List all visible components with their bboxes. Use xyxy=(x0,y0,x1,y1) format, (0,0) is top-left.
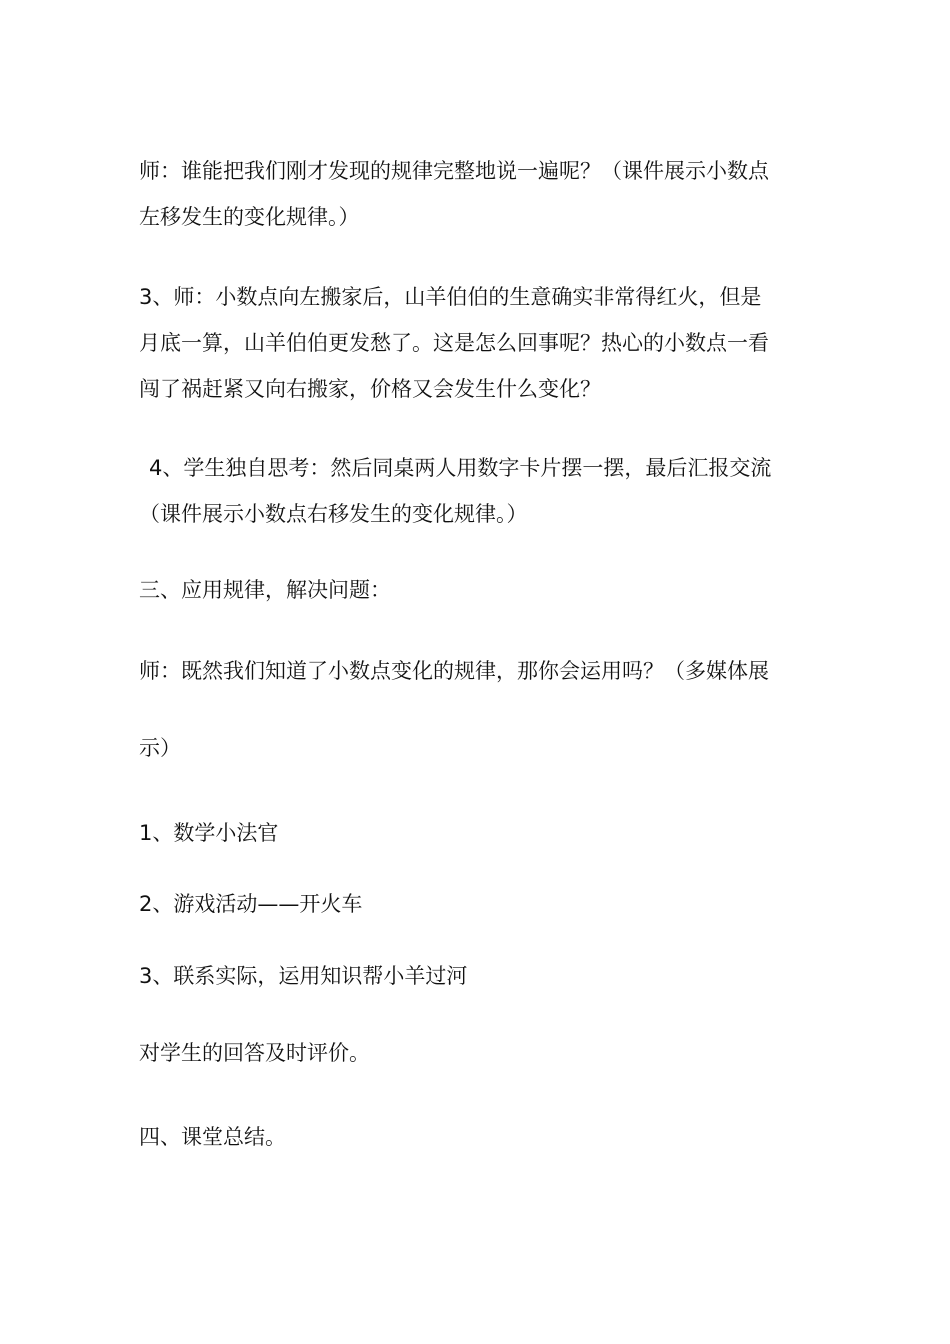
text-line: 3、师：小数点向左搬家后，山羊伯伯的生意确实非常得红火，但是 xyxy=(139,285,762,309)
paragraph-teacher-question xyxy=(139,148,819,240)
text-line: 三、应用规律，解决问题： xyxy=(139,578,391,602)
paragraph-evaluation xyxy=(139,1030,819,1076)
text-line: 月底一算，山羊伯伯更发愁了。这是怎么回事呢？热心的小数点一看 xyxy=(139,331,769,355)
paragraph-teacher-apply xyxy=(139,648,819,694)
text-line: 4、学生独自思考：然后同桌两人用数字卡片摆一摆，最后汇报交流 xyxy=(149,456,772,480)
text-line: 左移发生的变化规律。） xyxy=(139,205,360,229)
section-heading-apply-rules xyxy=(139,567,819,613)
list-item-math-judge xyxy=(139,810,819,856)
text-line: 3、联系实际，运用知识帮小羊过河 xyxy=(139,964,468,988)
list-item-real-world xyxy=(139,953,819,999)
paragraph-continuation xyxy=(139,725,819,771)
text-line: 2、游戏活动——开火车 xyxy=(139,892,363,916)
list-item-game-train xyxy=(139,881,819,927)
text-line: 闯了祸赶紧又向右搬家，价格又会发生什么变化？ xyxy=(139,377,601,401)
text-line: 四、课堂总结。 xyxy=(139,1125,286,1149)
text-line: （课件展示小数点右移发生的变化规律。） xyxy=(139,502,528,526)
text-line: 对学生的回答及时评价。 xyxy=(139,1041,370,1065)
text-line: 示） xyxy=(139,736,181,760)
paragraph-step-3 xyxy=(139,274,819,412)
text-line: 1、数学小法官 xyxy=(139,821,279,845)
text-line: 师：既然我们知道了小数点变化的规律，那你会运用吗？（多媒体展 xyxy=(139,659,769,683)
text-line: 师：谁能把我们刚才发现的规律完整地说一遍呢？（课件展示小数点 xyxy=(139,159,769,183)
section-heading-summary xyxy=(139,1114,819,1160)
paragraph-step-4 xyxy=(139,445,829,537)
